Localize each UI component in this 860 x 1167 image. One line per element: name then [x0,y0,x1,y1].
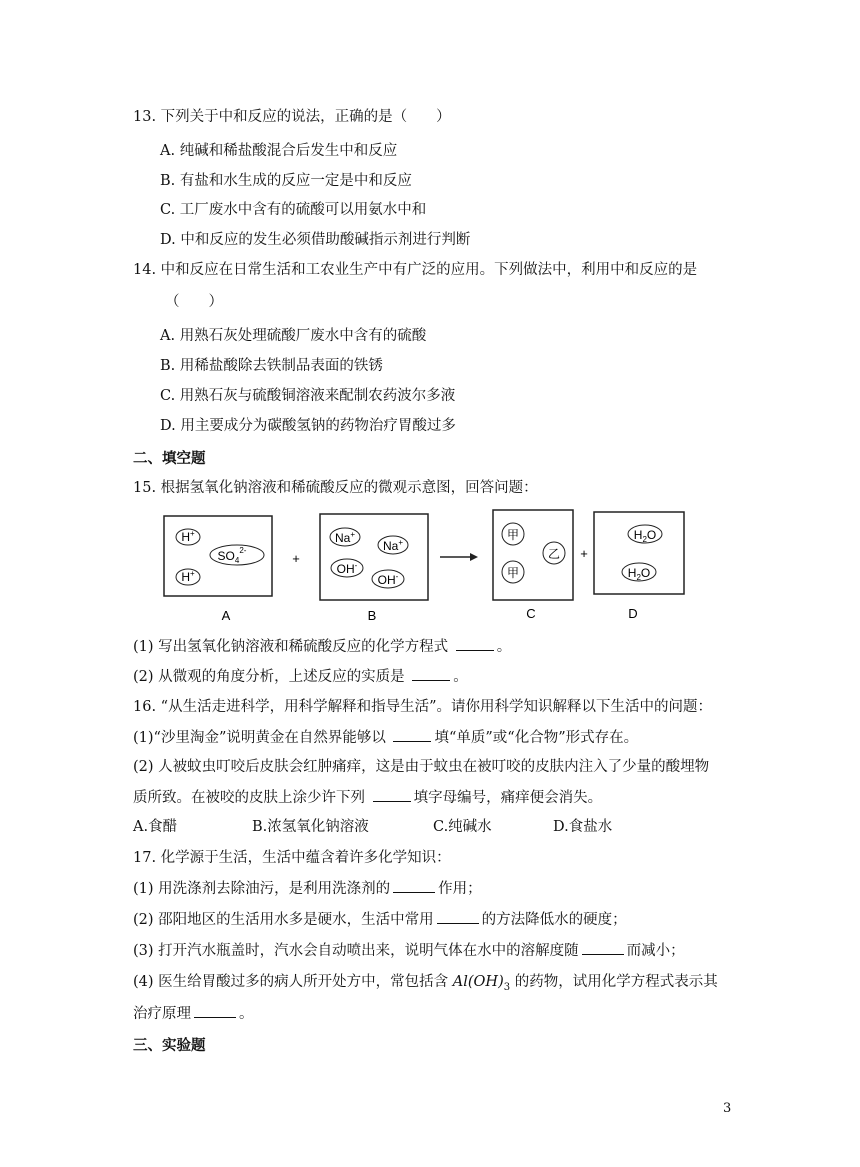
q13-option-a: A. 纯碱和稀盐酸混合后发生中和反应 [160,143,398,159]
q13-stem: 13. 下列关于中和反应的说法，正确的是（ ） [133,109,451,125]
q16-sub1: (1)“沙里淘金”说明黄金在自然界能够以 填“单质”或“化合物”形式存在。 [133,727,638,748]
reaction-micro-diagram [160,508,700,628]
q16-sub2-line1: (2) 人被蚊虫叮咬后皮肤会红肿痛痒，这是由于蚊虫在被叮咬的皮肤内注入了少量的酸埋物 [133,759,710,775]
page-number: 3 [723,1101,732,1116]
svg-text:OH-: OH- [377,572,399,587]
svg-text:H2O: $H_2O$ [627,566,651,582]
answer-blank[interactable] [582,940,624,955]
svg-text:OH-: OH- [336,561,358,576]
svg-text:H+: H+ [181,529,195,544]
q15-sub2: (2) 从微观的角度分析，上述反应的实质是 。 [133,666,468,687]
label-d: D [628,606,638,621]
q13-option-c: C. 工厂废水中含有的硫酸可以用氨水中和 [160,202,427,218]
q17-sub2: (2) 邵阳地区的生活用水多是硬水，生活中常用 的方法降低水的硬度； [133,909,627,930]
q14-stem-cont: （ ） [165,294,223,310]
box-d [594,512,684,594]
answer-blank[interactable] [194,1003,236,1018]
svg-text:H+: H+ [181,569,195,584]
answer-blank[interactable] [373,787,411,802]
plus-sign-1: + [292,551,300,566]
svg-text:甲: 甲 [506,566,520,580]
q14-option-c: C. 用熟石灰与硫酸铜溶液来配制农药波尔多液 [160,388,456,404]
q16-sub2-line2: 质所致。在被咬的皮肤上涂少许下列 填字母编号，痛痒便会消失。 [133,787,602,808]
answer-blank[interactable] [437,909,479,924]
q13-option-d: D. 中和反应的发生必须借助酸碱指示剂进行判断 [160,232,471,248]
answer-blank[interactable] [456,636,494,651]
q14-option-d: D. 用主要成分为碳酸氢钠的药物治疗胃酸过多 [160,418,456,434]
answer-blank[interactable] [412,666,450,681]
q17-sub3: (3) 打开汽水瓶盖时，汽水会自动喷出来，说明气体在水中的溶解度随 而减小； [133,940,685,961]
box-a [164,516,272,596]
q16-choice-b: B.浓氢氧化钠溶液 [252,819,369,835]
reaction-arrow [440,553,478,561]
q16-choice-c: C.纯碱水 [433,819,492,835]
q17-sub4-line2: 治疗原理 。 [133,1003,254,1024]
answer-blank[interactable] [393,727,431,742]
box-b [320,514,428,600]
q14-option-b: B. 用稀盐酸除去铁制品表面的铁锈 [160,358,383,374]
q15-sub1: (1) 写出氢氧化钠溶液和稀硫酸反应的化学方程式 。 [133,636,511,657]
svg-text:H2O: $H_2O$ [633,528,657,544]
formula-al-oh-3: $Al(OH)_3$ [452,974,511,993]
q14-stem: 14. 中和反应在日常生活和工农业生产中有广泛的应用。下列做法中，利用中和反应的是 [133,262,698,278]
q17-sub4: (4) 医生给胃酸过多的病人所开处方中，常包括含 $Al(OH)_3$ 的药物，试用化学方程式表示其 [133,974,718,993]
svg-text:Na+: Na+ [334,530,356,545]
svg-text:甲: 甲 [506,528,520,542]
plus-sign-2: + [580,546,588,561]
q15-stem: 15. 根据氢氧化钠溶液和稀硫酸反应的微观示意图，回答问题： [133,480,538,496]
q17-sub1: (1) 用洗涤剂去除油污，是利用洗涤剂的 作用； [133,878,482,899]
section-heading-experiment: 三、实验题 [133,1037,206,1054]
svg-text:SO42-: $SO_4^{2-}$ [217,546,247,565]
q14-option-a: A. 用熟石灰处理硫酸厂废水中含有的硫酸 [160,328,427,344]
q16-stem: 16. “从生活走进科学，用科学解释和指导生活”。请你用科学知识解释以下生活中的问题： [133,699,712,715]
label-b: B [367,608,377,623]
q13-option-b: B. 有盐和水生成的反应一定是中和反应 [160,173,412,189]
label-a: A [221,608,231,623]
q17-stem: 17. 化学源于生活，生活中蕴含着许多化学知识： [133,850,451,866]
q16-choice-a: A.食醋 [133,819,178,835]
label-c: C [526,606,536,621]
box-c [493,510,573,600]
svg-text:乙: 乙 [547,547,561,561]
section-heading-fill-blank: 二、填空题 [133,450,206,467]
svg-text:Na+: Na+ [382,538,404,553]
answer-blank[interactable] [393,878,435,893]
q16-choice-d: D.食盐水 [553,819,613,835]
